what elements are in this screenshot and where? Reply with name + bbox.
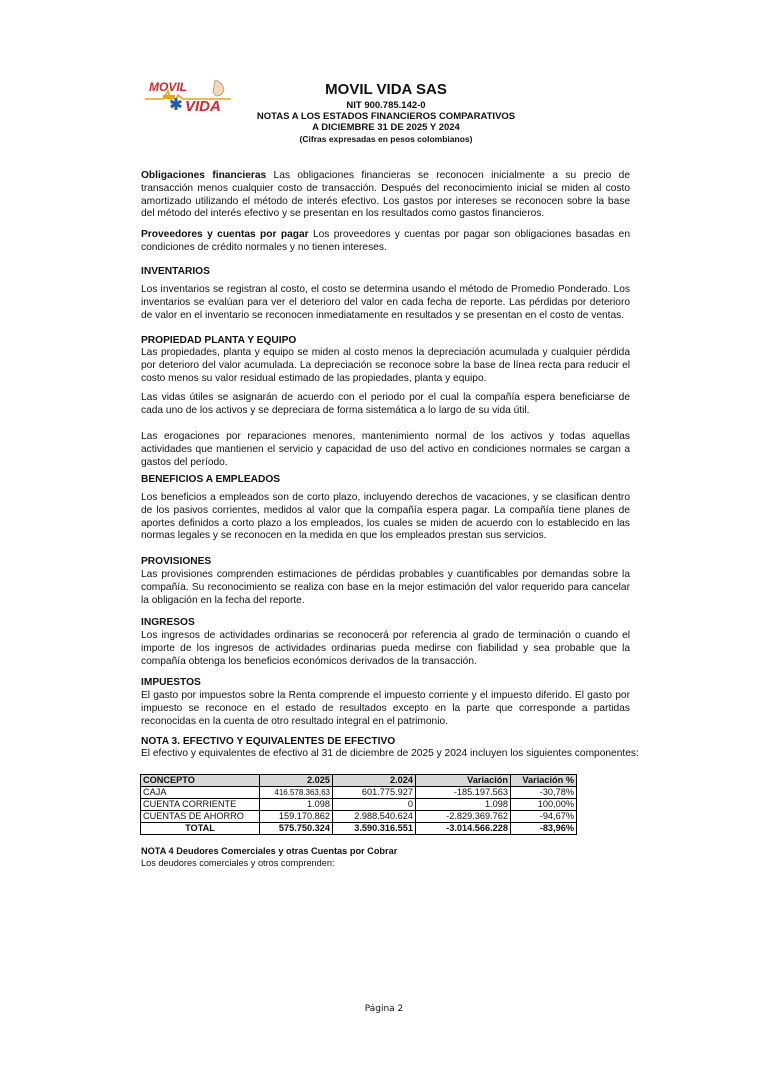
table-row — [141, 787, 577, 799]
table-header-cell: CONCEPTO — [141, 775, 260, 787]
table-cell: -83,96% — [511, 823, 577, 835]
table-cell: 1.098 — [260, 799, 333, 811]
inventarios-heading: INVENTARIOS — [141, 266, 210, 277]
table-row — [141, 799, 577, 811]
table-header-cell: 2.024 — [333, 775, 416, 787]
table-cell: -2.829.369.762 — [416, 811, 511, 823]
nota4-intro: Los deudores comerciales y otros comprenden: — [141, 858, 335, 868]
table-header-row — [141, 775, 577, 787]
currency-note: (Cifras expresadas en pesos colombianos) — [299, 134, 473, 144]
company-logo — [143, 77, 233, 115]
table-cell: 0 — [333, 799, 416, 811]
table-cell: 416.578.363,63 — [260, 787, 333, 799]
propiedad-heading: PROPIEDAD PLANTA Y EQUIPO — [141, 335, 297, 346]
table-cell: 1.098 — [416, 799, 511, 811]
provisiones-heading: PROVISIONES — [141, 556, 212, 567]
obligaciones-text: Las obligaciones financieras se reconocen inicialmente a su precio de transacción menos cualquier costo de transacción. Después del reconocimiento inicial se miden al costo amortizado utilizando el método de interés efectivo. Los gastos por intereses se reconocen sobre la base del método del interés efectivo y se presentan en los resultados como gastos financieros. — [141, 170, 631, 220]
nota3-intro: El efectivo y equivalentes de efectivo al 31 de diciembre de 2025 y 2024 incluyen los siguientes componentes: — [141, 748, 639, 759]
nota4-heading: NOTA 4 Deudores Comerciales y otras Cuentas por Cobrar — [141, 846, 398, 856]
ingresos-text: Los ingresos de actividades ordinarias se reconocerá por referencia al grado de terminación o cuando el importe de los ingresos de actividades ordinarias pueda medirse con fiabilidad y sea probable que la compañía obtenga los beneficios económicos derivados de la transacción. — [141, 630, 630, 667]
company-name: MOVIL VIDA SAS — [325, 81, 447, 98]
nota3-heading: NOTA 3. EFECTIVO Y EQUIVALENTES DE EFECTIVO — [141, 736, 396, 747]
ingresos-heading: INGRESOS — [141, 617, 195, 628]
table-cell: 100,00% — [511, 799, 577, 811]
table-cell: 601.775.927 — [333, 787, 416, 799]
proveedores-title: Proveedores y cuentas por pagar — [141, 229, 309, 240]
svg-text:MOVIL: MOVIL — [149, 80, 187, 94]
table-cell: 3.590.316.551 — [333, 823, 416, 835]
table-cell: CUENTA CORRIENTE — [141, 799, 260, 811]
propiedad-text-3: Las erogaciones por reparaciones menores, mantenimiento normal de los activos y todas aquellas actividades que mantienen el servicio y capacidad de uso del activo en condiciones normales se cargan a gastos del período. — [141, 431, 630, 468]
table-cell: CUENTAS DE AHORRO — [141, 811, 260, 823]
impuestos-text: El gasto por impuestos sobre la Renta comprende el impuesto corriente y el impuesto diferido. El gasto por impuesto se reconoce en el estado de resultados excepto en la parte que corresponde a partidas reconocidas en la cuenta de otro resultado integral en el patrimonio. — [141, 690, 630, 727]
propiedad-text-2: Las vidas útiles se asignarán de acuerdo con el periodo por el cual la compañía espera beneficiarse de cada uno de los activos y se depreciara de forma sistemática a lo largo de su vida útil. — [141, 392, 630, 416]
table-cell: 575.750.324 — [260, 823, 333, 835]
proveedores-paragraph — [141, 229, 630, 255]
proveedores-text: Los proveedores y cuentas por pagar son obligaciones basadas en condiciones de crédito normales y no tienen intereses. — [141, 229, 630, 253]
page-number: Página 2 — [364, 1004, 404, 1014]
impuestos-heading: IMPUESTOS — [141, 677, 201, 688]
report-date: A DICIEMBRE 31 DE 2025 Y 2024 — [312, 122, 460, 133]
beneficios-text: Los beneficios a empleados son de corto plazo, incluyendo derechos de vacaciones, y se clasifican dentro de los pasivos corrientes, medidos al valor que la compañía espera pagar. La compañía tiene planes de aportes definidos a corto plazo a los empleados, los cuales se miden de acuerdo con lo establecido en las normas legales y se reconocen en la medida en que los empleados prestan sus servicios. — [141, 492, 630, 542]
propiedad-text-1: Las propiedades, planta y equipo se miden al costo menos la depreciación acumulada y cualquier pérdida por deterioro del valor acumulada. La depreciación se reconoce sobre la base de línea recta para reducir el costo menos su valor residual estimado de las propiedades, planta y equipo. — [141, 347, 630, 384]
table-cell: -30,78% — [511, 787, 577, 799]
provisiones-text: Las provisiones comprenden estimaciones de pérdidas probables y cuantificables por demandas sobre la compañía. Su reconocimiento se realiza con base en la mejor estimación del valor requerido para cancelar la obligación en la fecha del reporte. — [141, 569, 630, 606]
table-row — [141, 811, 577, 823]
table-cell: CAJA — [141, 787, 260, 799]
table-cell: 2.988.540.624 — [333, 811, 416, 823]
obligaciones-title: Obligaciones financieras — [141, 170, 267, 181]
svg-text:VIDA: VIDA — [185, 98, 221, 115]
inventarios-text: Los inventarios se registran al costo, el costo se determina usando el método de Promedio Ponderado. Los inventarios se evalúan para ver el deterioro del valor en cada fecha de reporte. Las pérdidas por deterioro de valor en el inventario se reconocen inmediatamente en resultados y se presentan en el costo de ventas. — [141, 284, 630, 321]
table-cell: -94,67% — [511, 811, 577, 823]
efectivo-table — [140, 774, 577, 835]
table-total-row — [141, 823, 577, 835]
table-header-cell: 2.025 — [260, 775, 333, 787]
company-nit: NIT 900.785.142-0 — [346, 100, 426, 111]
table-cell: -3.014.566.228 — [416, 823, 511, 835]
document-title: NOTAS A LOS ESTADOS FINANCIEROS COMPARATIVOS — [256, 111, 516, 122]
table-header-cell: Variación % — [511, 775, 577, 787]
obligaciones-paragraph — [141, 170, 630, 221]
table-cell: -185.197.563 — [416, 787, 511, 799]
beneficios-heading: BENEFICIOS A EMPLEADOS — [141, 474, 281, 485]
table-header-cell: Variación — [416, 775, 511, 787]
table-cell: 159.170.862 — [260, 811, 333, 823]
table-cell: TOTAL — [141, 823, 260, 835]
